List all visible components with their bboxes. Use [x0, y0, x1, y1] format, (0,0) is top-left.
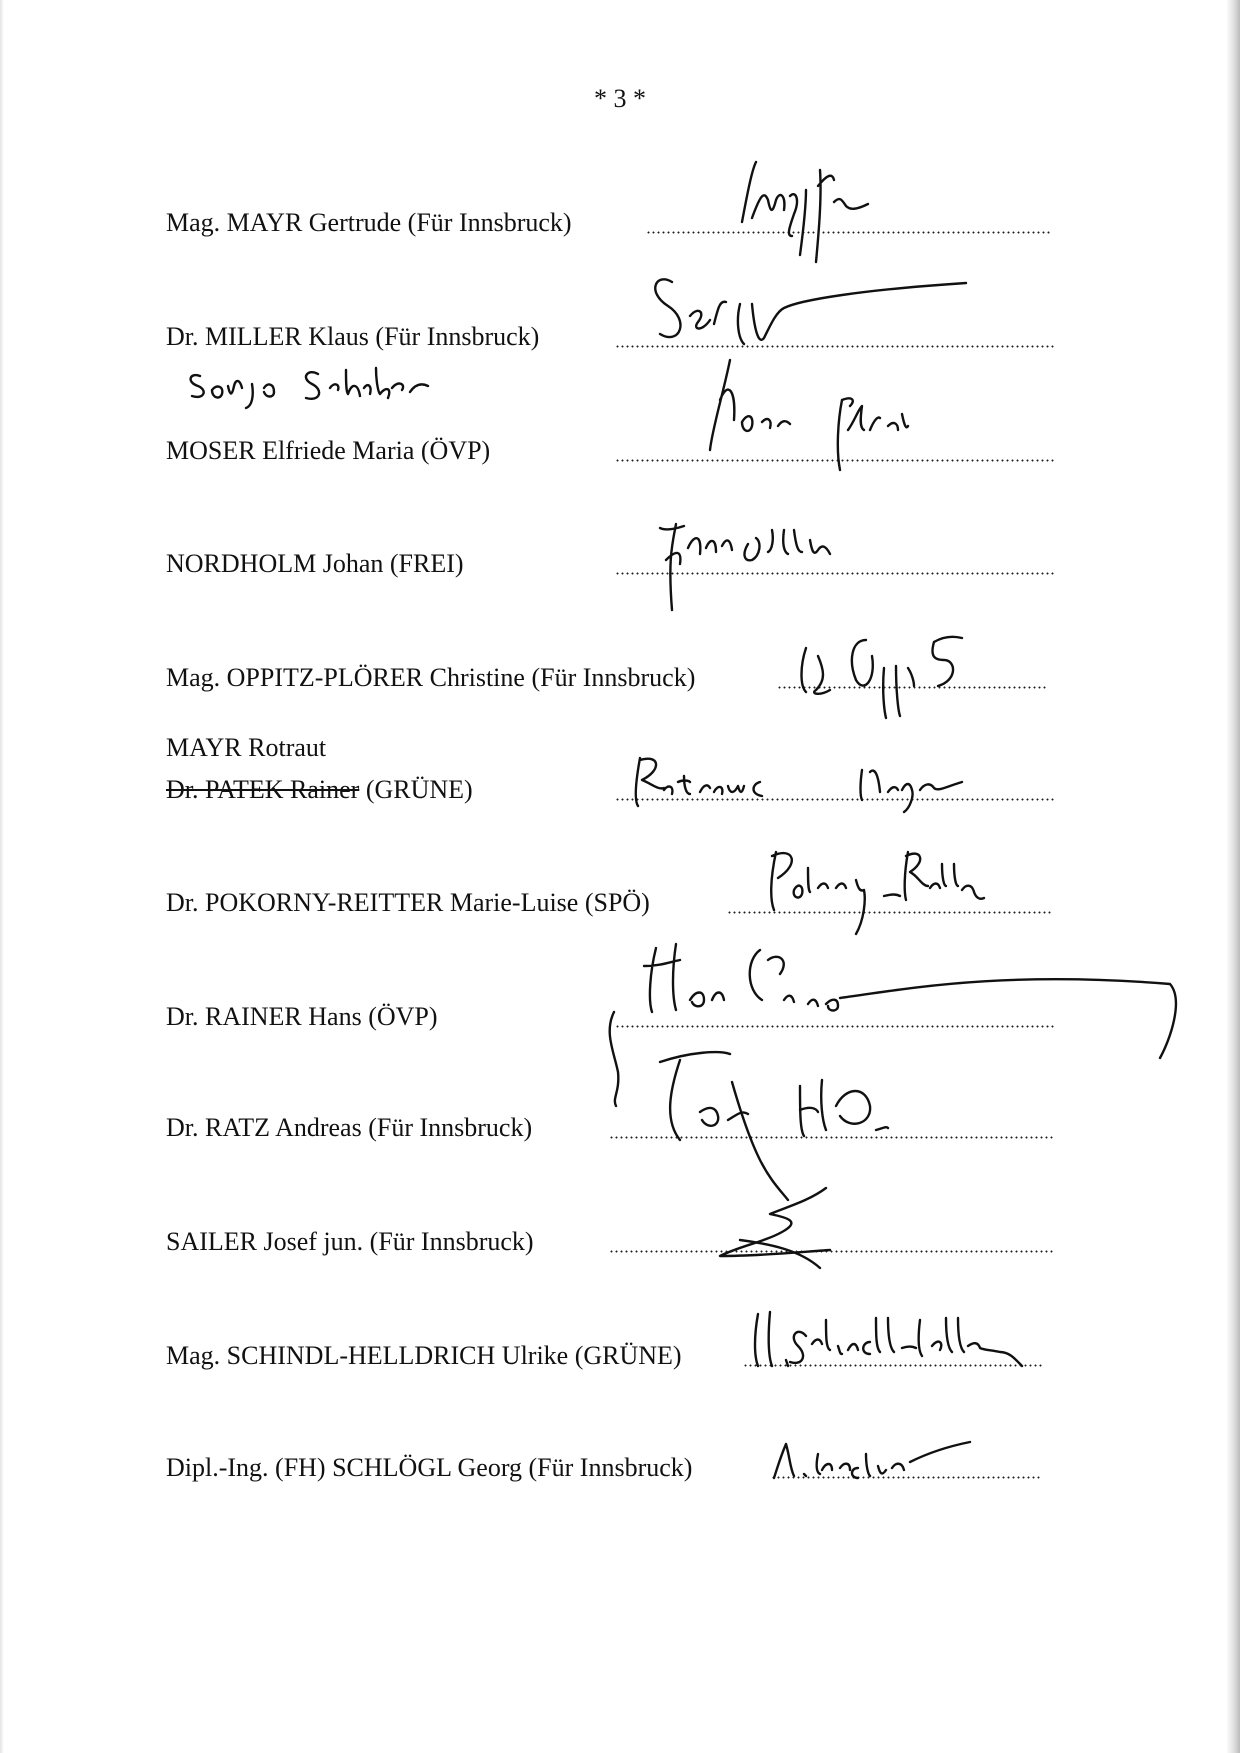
- signature-row: [166, 434, 1240, 466]
- party: (GRÜNE): [359, 775, 473, 804]
- signature-row: [166, 1111, 1240, 1143]
- signature-line: [615, 459, 1055, 462]
- member-name: Dr. POKORNY-REITTER Marie-Luise (SPÖ): [166, 888, 650, 917]
- signature-row: [166, 547, 1240, 579]
- signature-line: [609, 1250, 1055, 1253]
- member-name: MOSER Elfriede Maria (ÖVP): [166, 436, 491, 465]
- member-name: Mag. MAYR Gertrude (Für Innsbruck): [166, 208, 572, 237]
- signature-line: [615, 1025, 1055, 1028]
- substitute-name: MAYR Rotraut: [166, 733, 327, 762]
- signature-line: [609, 1136, 1055, 1139]
- handwritten-substitute-sonja-schieber: [191, 368, 428, 408]
- signature-row: [166, 773, 1240, 805]
- struck-name: Dr. PATEK Rainer: [166, 775, 360, 804]
- member-name: SAILER Josef jun. (Für Innsbruck): [166, 1227, 534, 1256]
- scan-edge-left: [0, 0, 4, 1753]
- signature-line: [727, 911, 1052, 914]
- signature-row: [166, 320, 1240, 352]
- signature-row: [166, 206, 1240, 238]
- signature-line: [777, 686, 1047, 689]
- signature-row: [166, 661, 1240, 693]
- signature-row: [166, 886, 1240, 918]
- member-name: Dipl.-Ing. (FH) SCHLÖGL Georg (Für Innsbruck): [166, 1453, 693, 1482]
- substitute-name-row: [166, 731, 1240, 763]
- page-number: * 3 *: [594, 84, 646, 113]
- signature-row: [166, 1451, 1240, 1483]
- member-name: Dr. RAINER Hans (ÖVP): [166, 1002, 438, 1031]
- signature-line: [615, 798, 1055, 801]
- member-name: Dr. RATZ Andreas (Für Innsbruck): [166, 1113, 533, 1142]
- member-name: [166, 775, 473, 805]
- signature-row: [166, 1225, 1240, 1257]
- signature-row: [166, 1339, 1240, 1371]
- scan-edge-right: [1226, 0, 1240, 1753]
- signature-line: [646, 231, 1051, 234]
- signature-line: [615, 572, 1055, 575]
- signature-row: [166, 1000, 1240, 1032]
- member-name: NORDHOLM Johan (FREI): [166, 549, 464, 578]
- signature-line: [615, 345, 1055, 348]
- signature-line: [743, 1364, 1043, 1367]
- signature-line: [771, 1476, 1041, 1479]
- member-name: Mag. OPPITZ-PLÖRER Christine (Für Innsbruck): [166, 663, 696, 692]
- member-name: Dr. MILLER Klaus (Für Innsbruck): [166, 322, 540, 351]
- member-name: Mag. SCHINDL-HELLDRICH Ulrike (GRÜNE): [166, 1341, 682, 1370]
